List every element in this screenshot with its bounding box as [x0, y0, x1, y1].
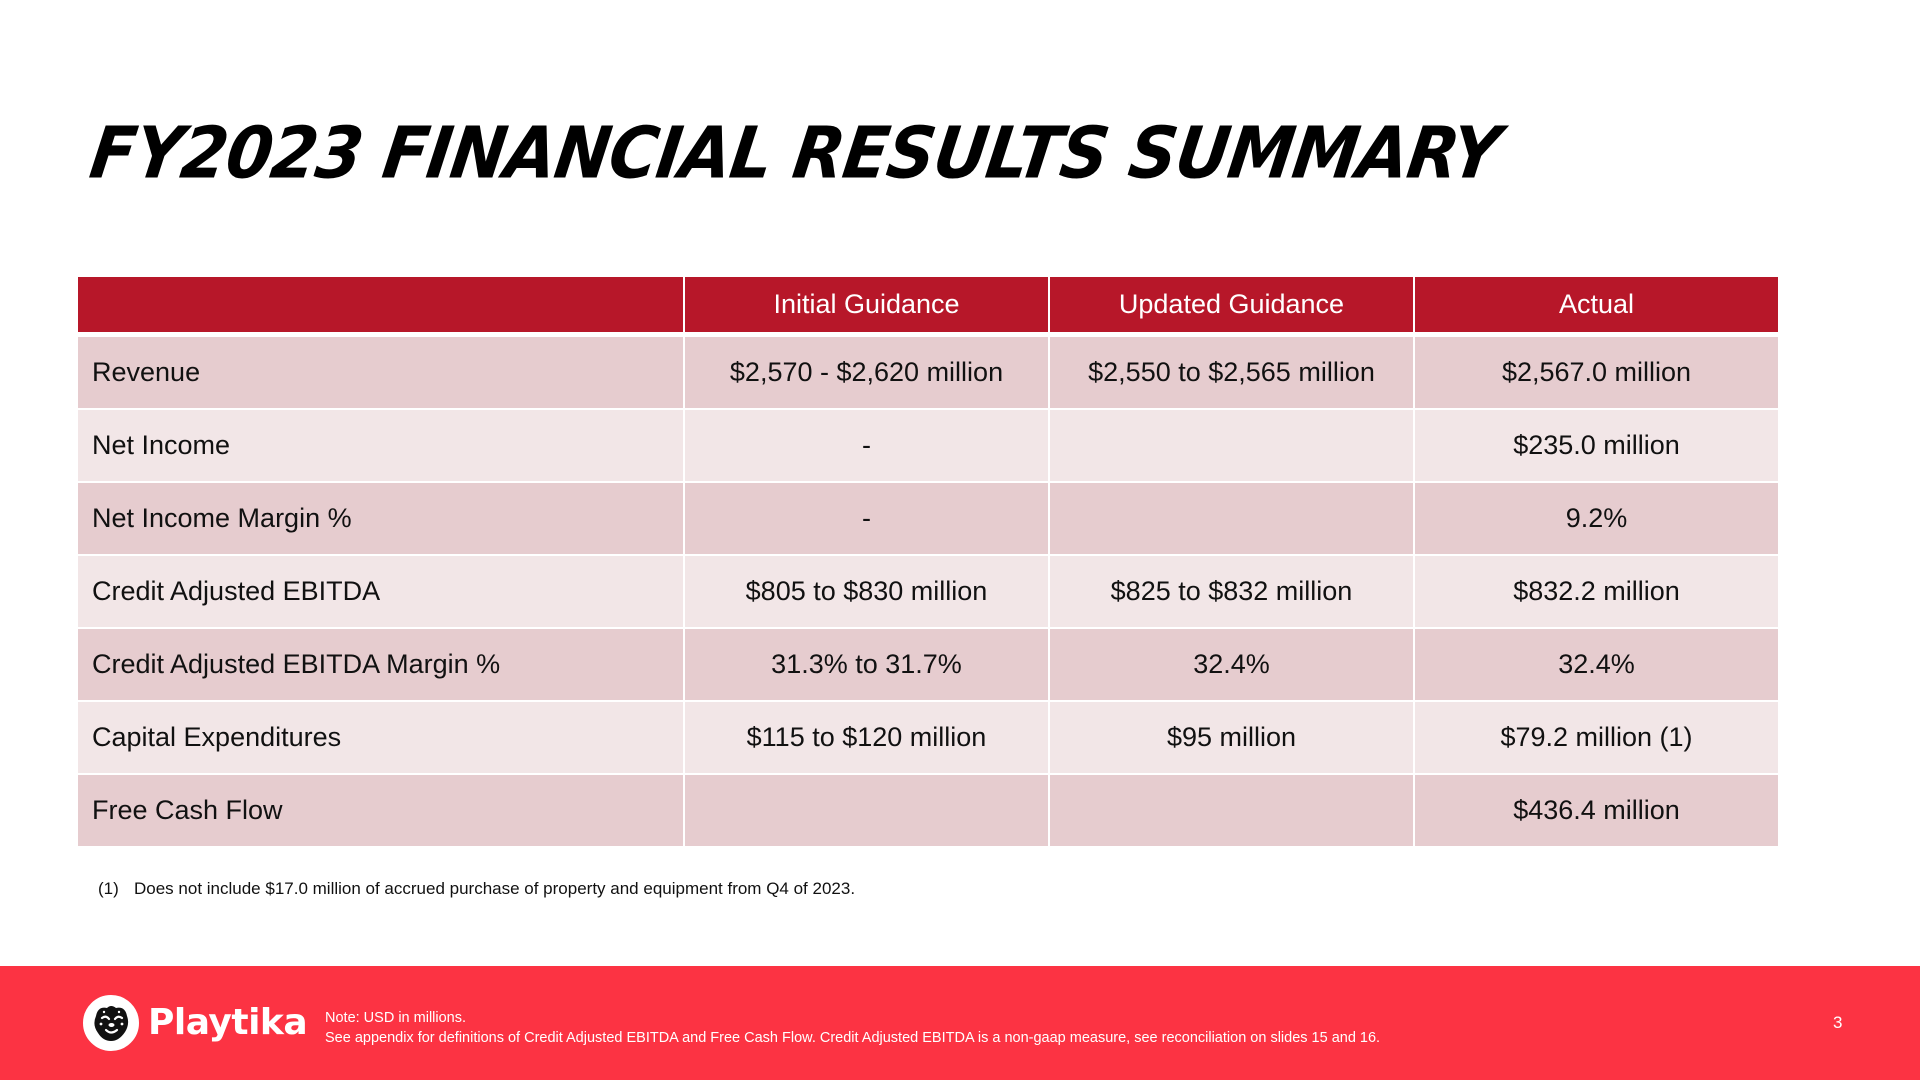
table-row: [78, 483, 1778, 556]
row-label: Revenue: [78, 337, 683, 410]
column-header-actual: Actual: [1415, 277, 1778, 337]
initial-guidance-cell: $115 to $120 million: [685, 702, 1048, 775]
actual-cell: $436.4 million: [1415, 775, 1778, 848]
actual-cell: $832.2 million: [1415, 556, 1778, 629]
table-row: [78, 410, 1778, 483]
updated-guidance-cell: $825 to $832 million: [1050, 556, 1413, 629]
page-title: FY2023 FINANCIAL RESULTS SUMMARY: [85, 111, 1505, 195]
actual-cell: $79.2 million (1): [1415, 702, 1778, 775]
actual-cell: 9.2%: [1415, 483, 1778, 556]
actual-cell: $235.0 million: [1415, 410, 1778, 483]
table-row: [78, 775, 1778, 848]
table-header-row: [78, 277, 1778, 337]
row-label: Credit Adjusted EBITDA: [78, 556, 683, 629]
table-row: [78, 337, 1778, 410]
initial-guidance-cell: -: [685, 483, 1048, 556]
initial-guidance-cell: -: [685, 410, 1048, 483]
page-number: 3: [1833, 1013, 1843, 1032]
financial-summary-table: [76, 277, 1780, 848]
updated-guidance-cell: [1050, 410, 1413, 483]
actual-cell: $2,567.0 million: [1415, 337, 1778, 410]
row-label: Credit Adjusted EBITDA Margin %: [78, 629, 683, 702]
column-header-metric: [78, 277, 683, 337]
initial-guidance-cell: 31.3% to 31.7%: [685, 629, 1048, 702]
initial-guidance-cell: $2,570 - $2,620 million: [685, 337, 1048, 410]
updated-guidance-cell: [1050, 775, 1413, 848]
initial-guidance-cell: [685, 775, 1048, 848]
column-header-initial-guidance: Initial Guidance: [685, 277, 1048, 337]
updated-guidance-cell: $2,550 to $2,565 million: [1050, 337, 1413, 410]
footer-notes: [325, 1008, 1380, 1048]
footer-note-definitions: See appendix for definitions of Credit Adjusted EBITDA and Free Cash Flow. Credit Adjusted EBITDA is a non-gaap measure, see reconciliation on slides 15 and 16.: [325, 1030, 1381, 1046]
table-row: [78, 556, 1778, 629]
leopard-head-icon: [82, 994, 140, 1052]
footnote-text: Does not include $17.0 million of accrued purchase of property and equipment from Q4 of 2023.: [134, 879, 856, 898]
column-header-updated-guidance: Updated Guidance: [1050, 277, 1413, 337]
table-row: [78, 629, 1778, 702]
row-label: Net Income Margin %: [78, 483, 683, 556]
updated-guidance-cell: 32.4%: [1050, 629, 1413, 702]
actual-cell: 32.4%: [1415, 629, 1778, 702]
footer-note-units: Note: USD in millions.: [325, 1010, 467, 1026]
initial-guidance-cell: $805 to $830 million: [685, 556, 1048, 629]
row-label: Free Cash Flow: [78, 775, 683, 848]
logo-wordmark: Playtika: [148, 1002, 308, 1043]
playtika-logo: [82, 994, 307, 1052]
updated-guidance-cell: [1050, 483, 1413, 556]
row-label: Net Income: [78, 410, 683, 483]
updated-guidance-cell: $95 million: [1050, 702, 1413, 775]
footnote-marker: (1): [98, 879, 119, 898]
row-label: Capital Expenditures: [78, 702, 683, 775]
footnote: [98, 879, 855, 899]
footer-bar: [0, 966, 1920, 1080]
table-row: [78, 702, 1778, 775]
